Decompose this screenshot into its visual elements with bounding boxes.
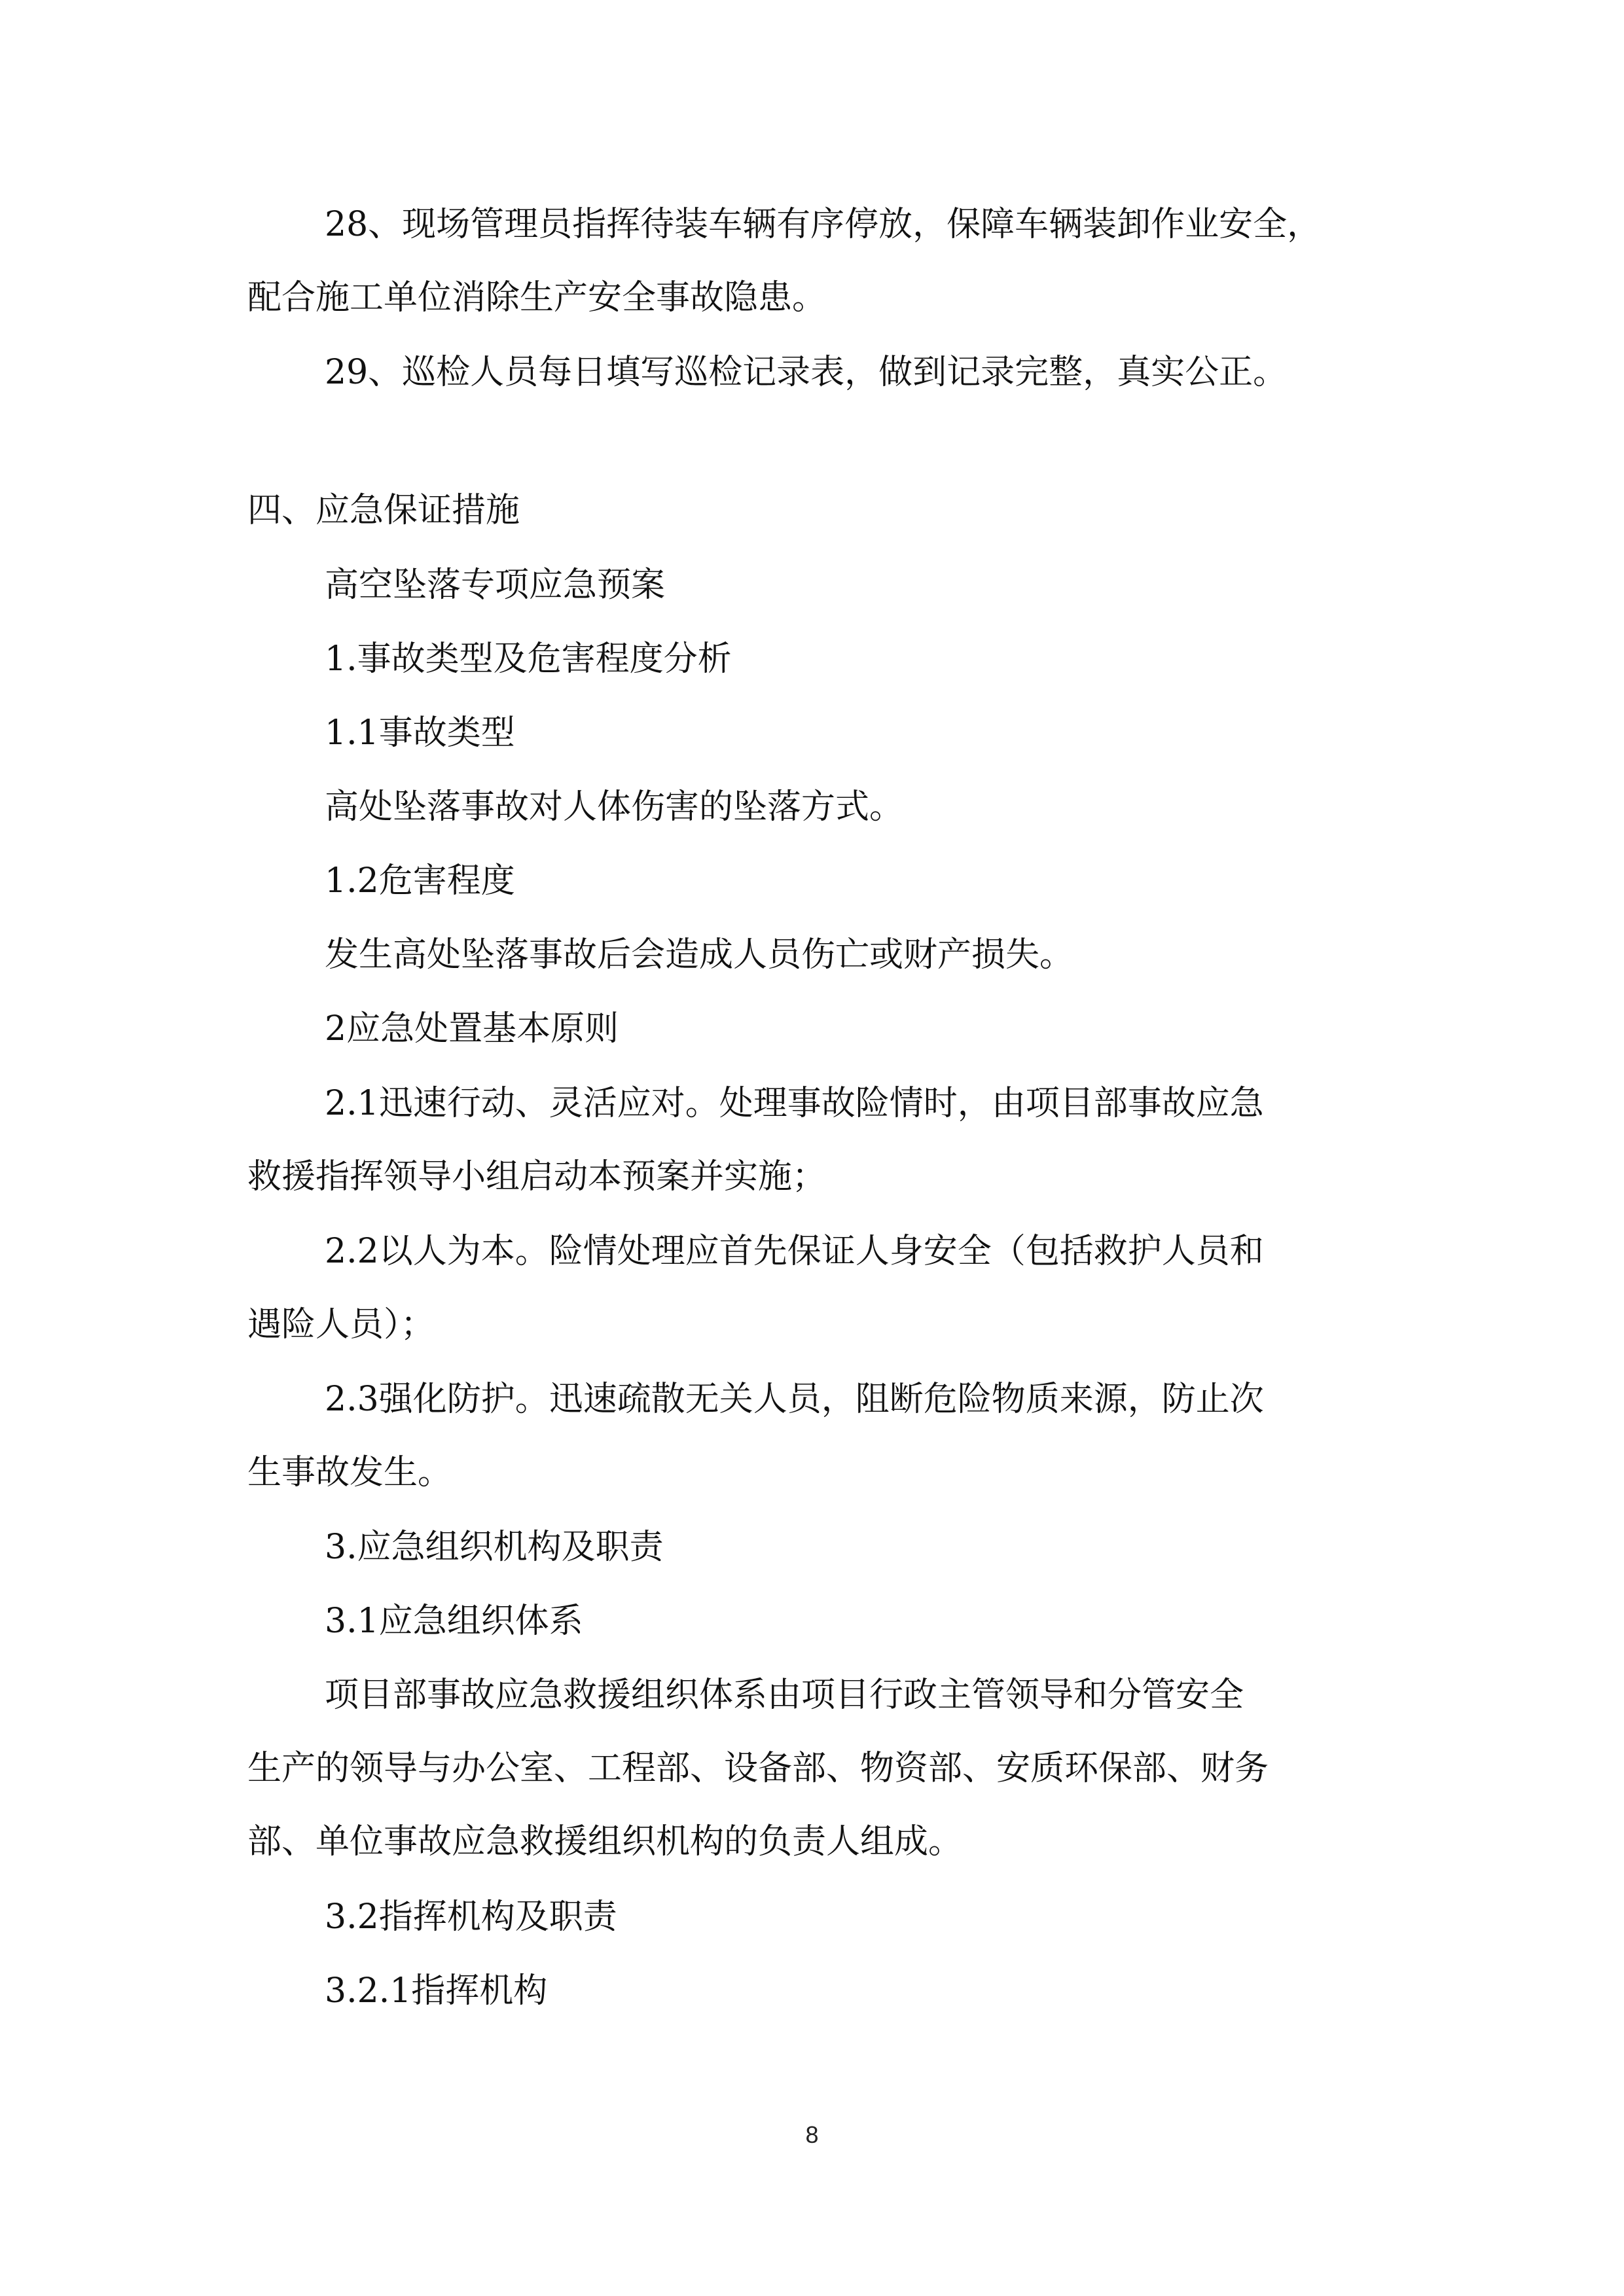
subheading-3-2-1	[247, 1954, 1390, 2028]
subheading-text: 3.2.1指挥机构	[325, 1971, 548, 2011]
plan-title-text: 高空坠落专项应急预案	[325, 565, 666, 605]
paragraph-line: 部、单位事故应急救援组织机构的负责人组成。	[247, 1822, 963, 1861]
paragraph-line: 2.1迅速行动、灵活应对。处理事故险情时，由项目部事故应急	[325, 1084, 1264, 1123]
paragraph-hazard-degree	[247, 918, 1390, 992]
subheading-3-1	[247, 1585, 1390, 1658]
subheading-1-2	[247, 844, 1390, 918]
paragraph-item-29	[247, 336, 1390, 409]
paragraph-line: 遇险人员）；	[247, 1305, 435, 1344]
paragraph-accident-type	[247, 770, 1390, 844]
paragraph-line: 生产的领导与办公室、工程部、设备部、物资部、安质环保部、财务	[247, 1749, 1269, 1788]
subheading-text: 3.2指挥机构及职责	[325, 1897, 617, 1937]
subheading-text: 1.2危害程度	[325, 861, 515, 901]
paragraph-line: 配合施工单位消除生产安全事故隐患。	[247, 278, 827, 317]
subheading-text: 1.1事故类型	[325, 713, 515, 753]
subheading-3	[247, 1511, 1390, 1584]
paragraph-line: 28、现场管理员指挥待装车辆有序停放，保障车辆装卸作业安全，	[325, 205, 1322, 244]
paragraph-org-system	[247, 1659, 1390, 1878]
paragraph-2-3	[247, 1363, 1390, 1509]
paragraph-item-28	[247, 188, 1390, 334]
subheading-text: 2应急处置基本原则	[325, 1009, 619, 1049]
paragraph-line: 2.3强化防护。迅速疏散无关人员，阻断危险物质来源，防止次	[325, 1380, 1264, 1419]
page-number: 8	[805, 2121, 819, 2148]
paragraph-line: 发生高处坠落事故后会造成人员伤亡或财产损失。	[325, 935, 1074, 975]
subheading-text: 3.应急组织机构及职责	[325, 1528, 664, 1567]
plan-title	[247, 548, 1390, 622]
paragraph-line: 29、巡检人员每日填写巡检记录表，做到记录完整，真实公正。	[325, 353, 1288, 392]
paragraph-line: 2.2以人为本。险情处理应首先保证人身安全（包括救护人员和	[325, 1232, 1264, 1271]
section-heading-emergency-measures	[247, 474, 1390, 547]
paragraph-2-1	[247, 1067, 1390, 1213]
paragraph-line: 高处坠落事故对人体伤害的坠落方式。	[325, 787, 904, 827]
subheading-text: 3.1应急组织体系	[325, 1602, 583, 1641]
paragraph-2-2	[247, 1215, 1390, 1361]
subheading-text: 1.事故类型及危害程度分析	[325, 639, 732, 679]
subheading-1	[247, 622, 1390, 696]
subheading-1-1	[247, 696, 1390, 770]
paragraph-line: 救援指挥领导小组启动本预案并实施；	[247, 1157, 827, 1196]
subheading-2	[247, 992, 1390, 1066]
paragraph-line: 项目部事故应急救援组织体系由项目行政主管领导和分管安全	[325, 1676, 1244, 1715]
subheading-3-2	[247, 1880, 1390, 1954]
paragraph-line: 生事故发生。	[247, 1453, 452, 1492]
heading-text: 四、应急保证措施	[247, 491, 520, 530]
